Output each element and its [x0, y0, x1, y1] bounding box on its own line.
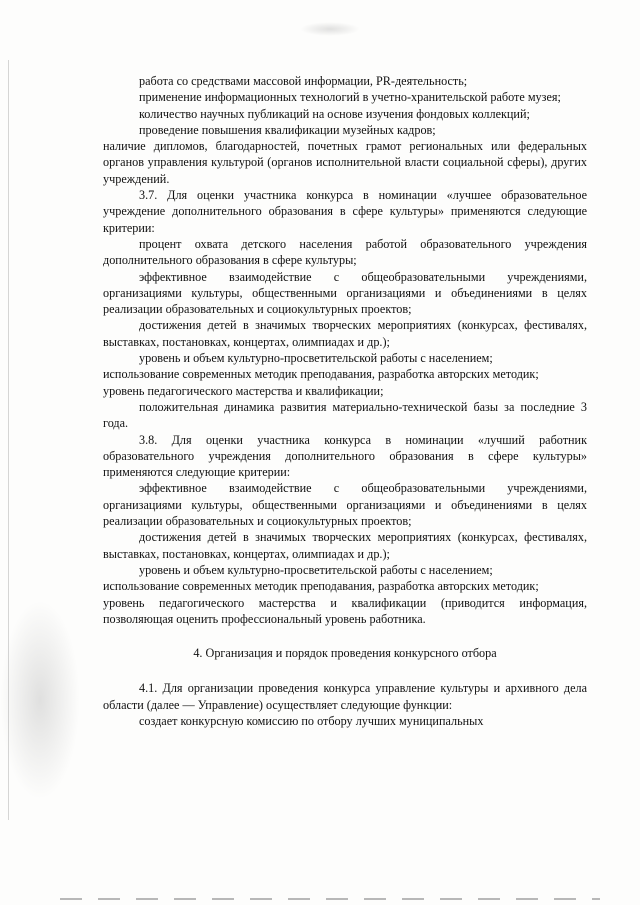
paragraph: уровень и объем культурно-просветительской работы с населением;	[139, 351, 493, 366]
scan-bottom-edge	[60, 898, 600, 900]
document-body	[103, 73, 587, 729]
paragraph: 4.1. Для организации проведения конкурса управление культуры и архивного дела области (далее — Управление) осуществляет следующие функции:	[103, 681, 587, 712]
paragraph: уровень педагогического мастерства и квалификации (приводится информация, позволяющая оценить профессиональный уровень работника.	[103, 595, 587, 626]
scan-edge-mark	[8, 60, 9, 820]
paragraph: применение информационных технологий в учетно-хранительской работе музея;	[139, 90, 561, 105]
paragraph: эффективное взаимодействие с общеобразовательными учреждениями, организациями культуры, общественными организациями и объединениями в целях реализации образовательных и социокультурных проектов;	[103, 269, 587, 317]
paragraph: процент охвата детского населения работой образовательного учреждения дополнительного образования в сфере культуры;	[103, 236, 587, 268]
paragraph: 3.7. Для оценки участника конкурса в номинации «лучшее образовательное учреждение дополнительного образования в сфере культуры» применяются следующие критерии:	[103, 188, 587, 235]
paragraph: использование современных методик преподавания, разработка авторских методик;	[103, 579, 539, 594]
paragraph: количество научных публикаций на основе изучения фондовых коллекций;	[139, 106, 530, 121]
paragraph: достижения детей в значимых творческих мероприятиях (конкурсах, фестивалях, выставках, постановках, концертах, олимпиадах и др.);	[103, 318, 587, 349]
paragraph: уровень и объем культурно-просветительской работы с населением;	[139, 562, 493, 577]
paragraph: создает конкурсную комиссию по отбору лучших муниципальных	[139, 713, 484, 728]
paragraph: использование современных методик преподавания, разработка авторских методик;	[103, 367, 539, 382]
paragraph: уровень педагогического мастерства и квалификации;	[103, 383, 384, 398]
paragraph: эффективное взаимодействие с общеобразовательными учреждениями, организациями культуры, общественными организациями и объединениями в целях реализации образовательных и социокультурных проектов;	[103, 481, 587, 529]
section-heading: 4. Организация и порядок проведения конкурсного отбора	[193, 646, 497, 661]
scan-smudge-top	[300, 22, 360, 36]
paragraph: достижения детей в значимых творческих мероприятиях (конкурсах, фестивалях, выставках, постановках, концертах, олимпиадах и др.);	[103, 530, 587, 561]
paragraph: проведение повышения квалификации музейных кадров;	[139, 122, 436, 137]
paragraph: работа со средствами массовой информации, PR-деятельность;	[139, 74, 468, 88]
paragraph: наличие дипломов, благодарностей, почетных грамот региональных или федеральных органов управления культурой (органов исполнительной власти социальной сферы), других учреждений.	[103, 139, 587, 186]
scan-smudge-left	[0, 600, 80, 800]
paragraph: положительная динамика развития материально-технической базы за последние 3 года.	[103, 399, 587, 431]
paragraph: 3.8. Для оценки участника конкурса в номинации «лучший работник образовательного учреждения дополнительного образования в сфере культуры» применяются следующие критерии:	[103, 432, 587, 480]
